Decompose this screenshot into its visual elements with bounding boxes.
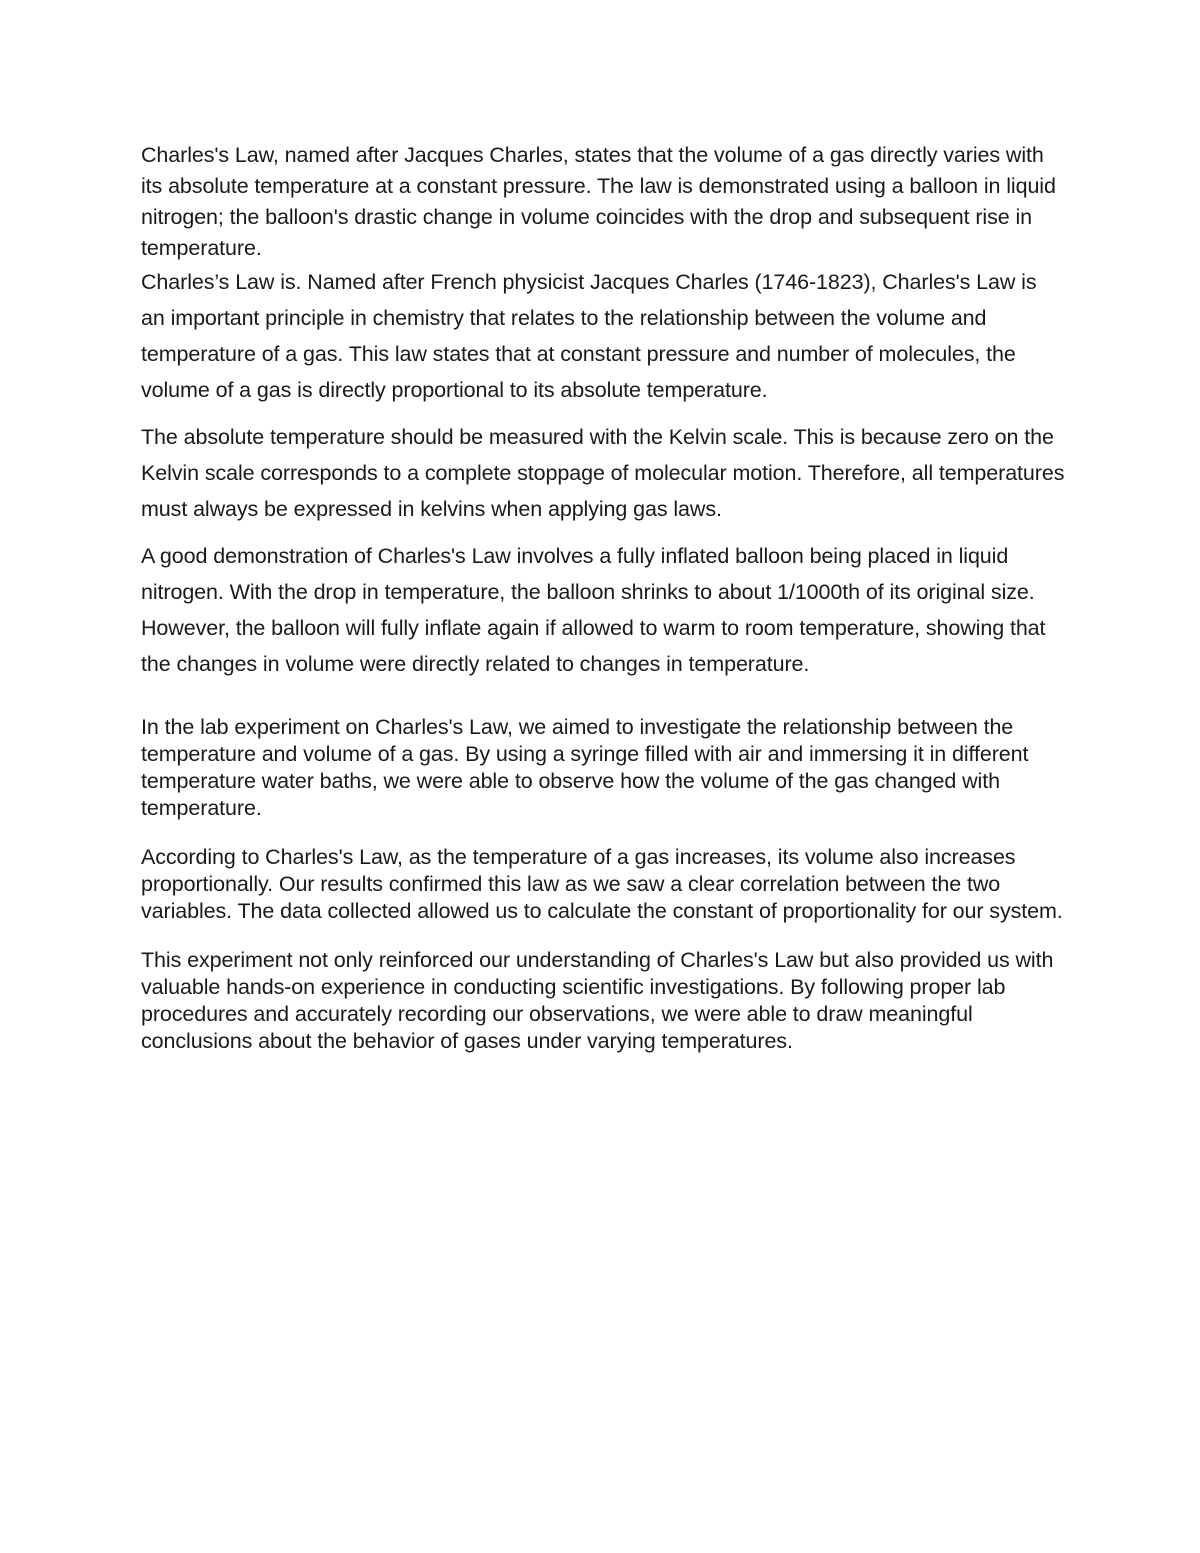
paragraph-lab-experiment: In the lab experiment on Charles's Law, we aimed to investigate the relationship between the temperature and volume of a gas. By using a syringe filled with air and immersing it in different temperature water baths, we were able to observe how the volume of the gas changed with temperature. <box>141 715 1029 820</box>
paragraph-definition: Charles’s Law is. Named after French physicist Jacques Charles (1746-1823), Charles's Law is an important principle in chemistry that relates to the relationship between the volume and temperature of a gas. This law states that at constant pressure and number of molecules, the volume of a gas is directly proportional to its absolute temperature. <box>141 270 1037 402</box>
document-body <box>141 140 1066 1055</box>
paragraph-kelvin: The absolute temperature should be measured with the Kelvin scale. This is because zero on the Kelvin scale corresponds to a complete stoppage of molecular motion. Therefore, all temperatures must always be expressed in kelvins when applying gas laws. <box>141 425 1065 521</box>
paragraph-results: According to Charles's Law, as the temperature of a gas increases, its volume also increases proportionally. Our results confirmed this law as we saw a clear correlation between the two variables. The data collected allowed us to calculate the constant of proportionality for our system. <box>141 845 1063 923</box>
paragraph-conclusion: This experiment not only reinforced our understanding of Charles's Law but also provided us with valuable hands-on experience in conducting scientific investigations. By following proper lab procedures and accurately recording our observations, we were able to draw meaningful conclusions about the behavior of gases under varying temperatures. <box>141 948 1054 1053</box>
paragraph-balloon-demo: A good demonstration of Charles's Law involves a fully inflated balloon being placed in liquid nitrogen. With the drop in temperature, the balloon shrinks to about 1/1000th of its original size. However, the balloon will fully inflate again if allowed to warm to room temperature, showing that the changes in volume were directly related to changes in temperature. <box>141 544 1046 676</box>
paragraph-intro: Charles's Law, named after Jacques Charles, states that the volume of a gas directly varies with its absolute temperature at a constant pressure. The law is demonstrated using a balloon in liquid nitrogen; the balloon's drastic change in volume coincides with the drop and subsequent rise in temperature. <box>141 143 1056 260</box>
